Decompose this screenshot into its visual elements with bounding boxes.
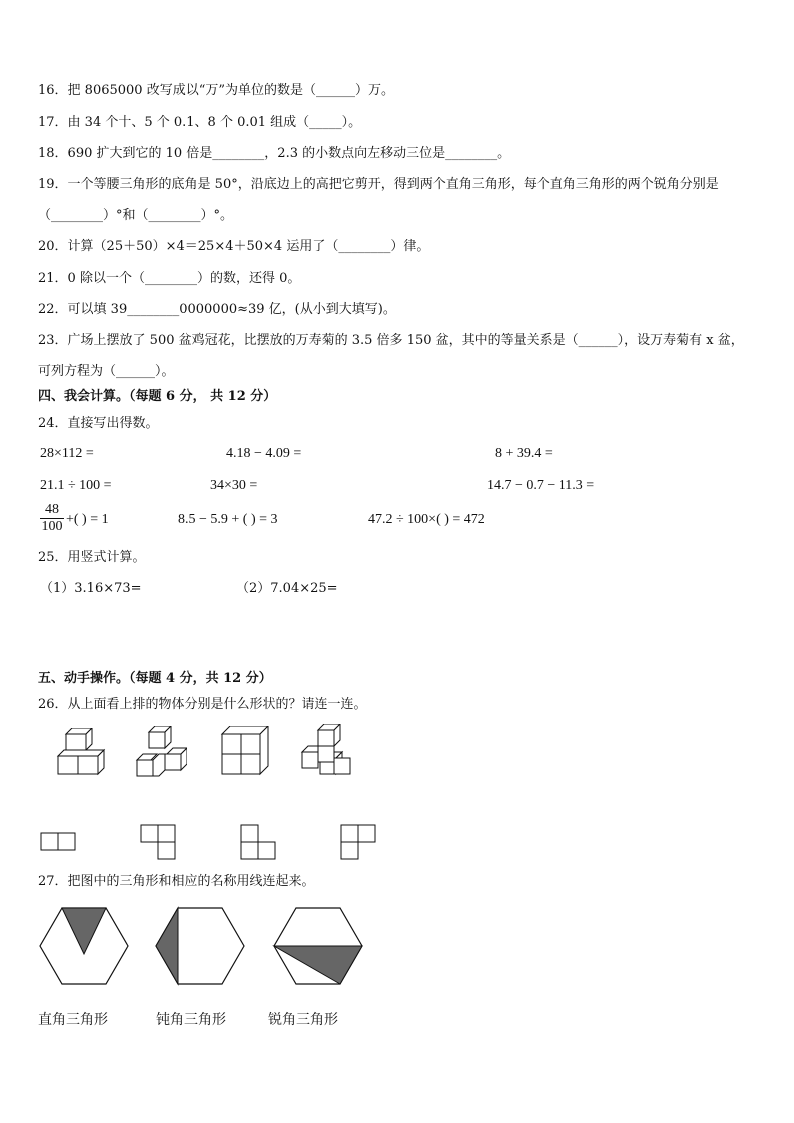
question-21: 21．0 除以一个（________）的数，还得 0。 — [38, 271, 301, 286]
hexagon-figure-3 — [272, 906, 364, 986]
calc-r1-c2: 4.18 − 4.09 = — [226, 446, 302, 461]
hexagon-figure-2 — [154, 906, 246, 986]
question-26: 26．从上面看上排的物体分别是什么形状的？请连一连。 — [38, 697, 367, 712]
question-16: 16．把 8065000 改写成以“万”为单位的数是（______）万。 — [38, 83, 394, 98]
question-24: 24．直接写出得数。 — [38, 416, 159, 431]
section-5-title: 五、动手操作。（每题 4 分，共 12 分） — [38, 671, 272, 686]
label-obtuse-triangle: 钝角三角形 — [156, 1012, 226, 1028]
cube-figure-1 — [56, 728, 106, 776]
fraction — [40, 502, 64, 535]
label-right-triangle: 直角三角形 — [38, 1012, 108, 1028]
fraction-numerator: 48 — [40, 502, 64, 519]
calc-r1-c1: 28×112 = — [40, 446, 94, 461]
calc-r2-c3: 14.7 − 0.7 − 11.3 = — [487, 478, 595, 493]
question-20: 20．计算（25＋50）×4＝25×4＋50×4 运用了（________）律。 — [38, 239, 430, 254]
section-4-title: 四、我会计算。（每题 6 分， 共 12 分） — [38, 389, 277, 404]
question-18: 18．690 扩大到它的 10 倍是________，2.3 的小数点向左移动三位是________。 — [38, 146, 511, 161]
hexagon-figure-1 — [38, 906, 130, 986]
top-view-3 — [240, 824, 276, 860]
question-22: 22．可以填 39________0000000≈39 亿，(从小到大填写)。 — [38, 302, 396, 317]
question-25: 25．用竖式计算。 — [38, 550, 146, 565]
question-27: 27．把图中的三角形和相应的名称用线连起来。 — [38, 874, 315, 889]
calc-r2-c1: 21.1 ÷ 100 = — [40, 478, 112, 493]
question-19-line2: （________）°和（________）°。 — [38, 208, 234, 223]
calc-r3-c1: +( ) = 1 — [66, 512, 109, 527]
calc-r1-c3: 8 + 39.4 = — [495, 446, 553, 461]
cube-figure-4 — [300, 724, 354, 778]
calc-r3-c2: 8.5 − 5.9 + ( ) = 3 — [178, 512, 278, 527]
question-23-line2: 可列方程为（______）。 — [38, 364, 175, 379]
label-acute-triangle: 锐角三角形 — [268, 1012, 338, 1028]
question-17: 17．由 34 个十、5 个 0.1、8 个 0.01 组成（_____）。 — [38, 115, 362, 130]
top-view-1 — [40, 832, 76, 852]
cube-figure-3 — [220, 726, 270, 776]
question-23-line1: 23．广场上摆放了 500 盆鸡冠花，比摆放的万寿菊的 3.5 倍多 150 盆，其中的等量关系是（______），设万寿菊有 x 盆， — [38, 333, 744, 348]
question-25-2: （2）7.04×25= — [236, 581, 338, 596]
top-view-2 — [140, 824, 176, 860]
top-view-4 — [340, 824, 376, 860]
calc-r3-c3: 47.2 ÷ 100×( ) = 472 — [368, 512, 485, 527]
calc-r2-c2: 34×30 = — [210, 478, 258, 493]
question-25-1: （1）3.16×73= — [40, 581, 142, 596]
fraction-denominator: 100 — [41, 519, 63, 534]
cube-figure-2 — [135, 726, 187, 778]
question-19-line1: 19．一个等腰三角形的底角是 50°，沿底边上的高把它剪开，得到两个直角三角形，每个直角三角形的两个锐角分别是 — [38, 177, 719, 192]
